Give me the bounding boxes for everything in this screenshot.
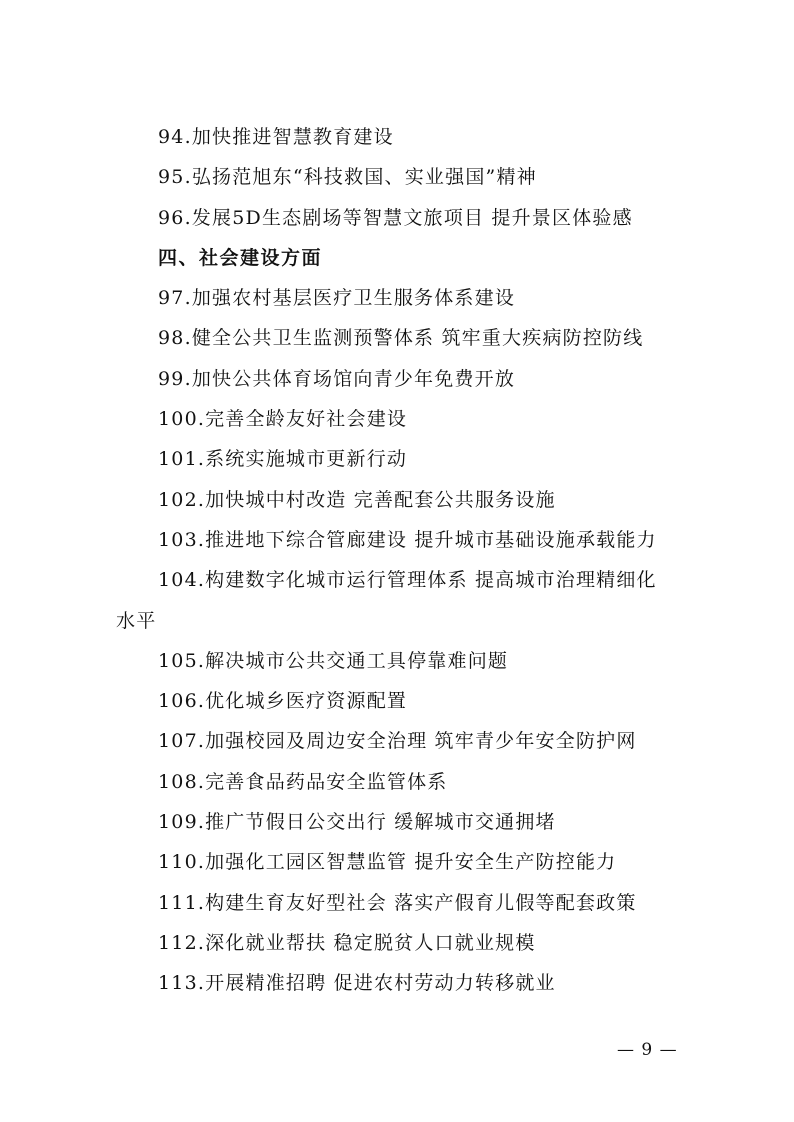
list-item: 104.构建数字化城市运行管理体系 提高城市治理精细化: [158, 569, 657, 592]
list-item-continuation: 水平: [116, 609, 157, 632]
list-item: 97.加强农村基层医疗卫生服务体系建设: [158, 287, 516, 310]
list-item: 102.加快城中村改造 完善配套公共服务设施: [158, 488, 556, 511]
list-item: 103.推进地下综合管廊建设 提升城市基础设施承载能力: [158, 528, 657, 551]
list-item: 112.深化就业帮扶 稳定脱贫人口就业规模: [158, 931, 536, 954]
section-heading: 四、社会建设方面: [158, 246, 323, 269]
list-item: 107.加强校园及周边安全治理 筑牢青少年安全防护网: [158, 730, 637, 753]
document-body: [116, 117, 686, 1004]
list-item: 105.解决城市公共交通工具停靠难问题: [158, 649, 509, 672]
list-item: 111.构建生育友好型社会 落实产假育儿假等配套政策: [158, 891, 637, 914]
list-item: 106.优化城乡医疗资源配置: [158, 690, 408, 713]
list-item: 100.完善全龄友好社会建设: [158, 408, 408, 431]
page-number: — 9 —: [617, 1040, 678, 1060]
list-item: 101.系统实施城市更新行动: [158, 448, 408, 471]
list-item: 99.加快公共体育场馆向青少年免费开放: [158, 367, 516, 390]
list-item: 98.健全公共卫生监测预警体系 筑牢重大疾病防控防线: [158, 327, 644, 350]
list-item: 108.完善食品药品安全监管体系: [158, 770, 448, 793]
list-item: 110.加强化工园区智慧监管 提升安全生产防控能力: [158, 851, 617, 874]
list-item: 109.推广节假日公交出行 缓解城市交通拥堵: [158, 811, 556, 834]
list-item: 95.弘扬范旭东“科技救国、实业强国”精神: [158, 166, 537, 189]
list-item: 94.加快推进智慧教育建设: [158, 126, 394, 148]
list-item: 96.发展5D生态剧场等智慧文旅项目 提升景区体验感: [158, 206, 633, 229]
list-item: 113.开展精准招聘 促进农村劳动力转移就业: [158, 972, 556, 995]
